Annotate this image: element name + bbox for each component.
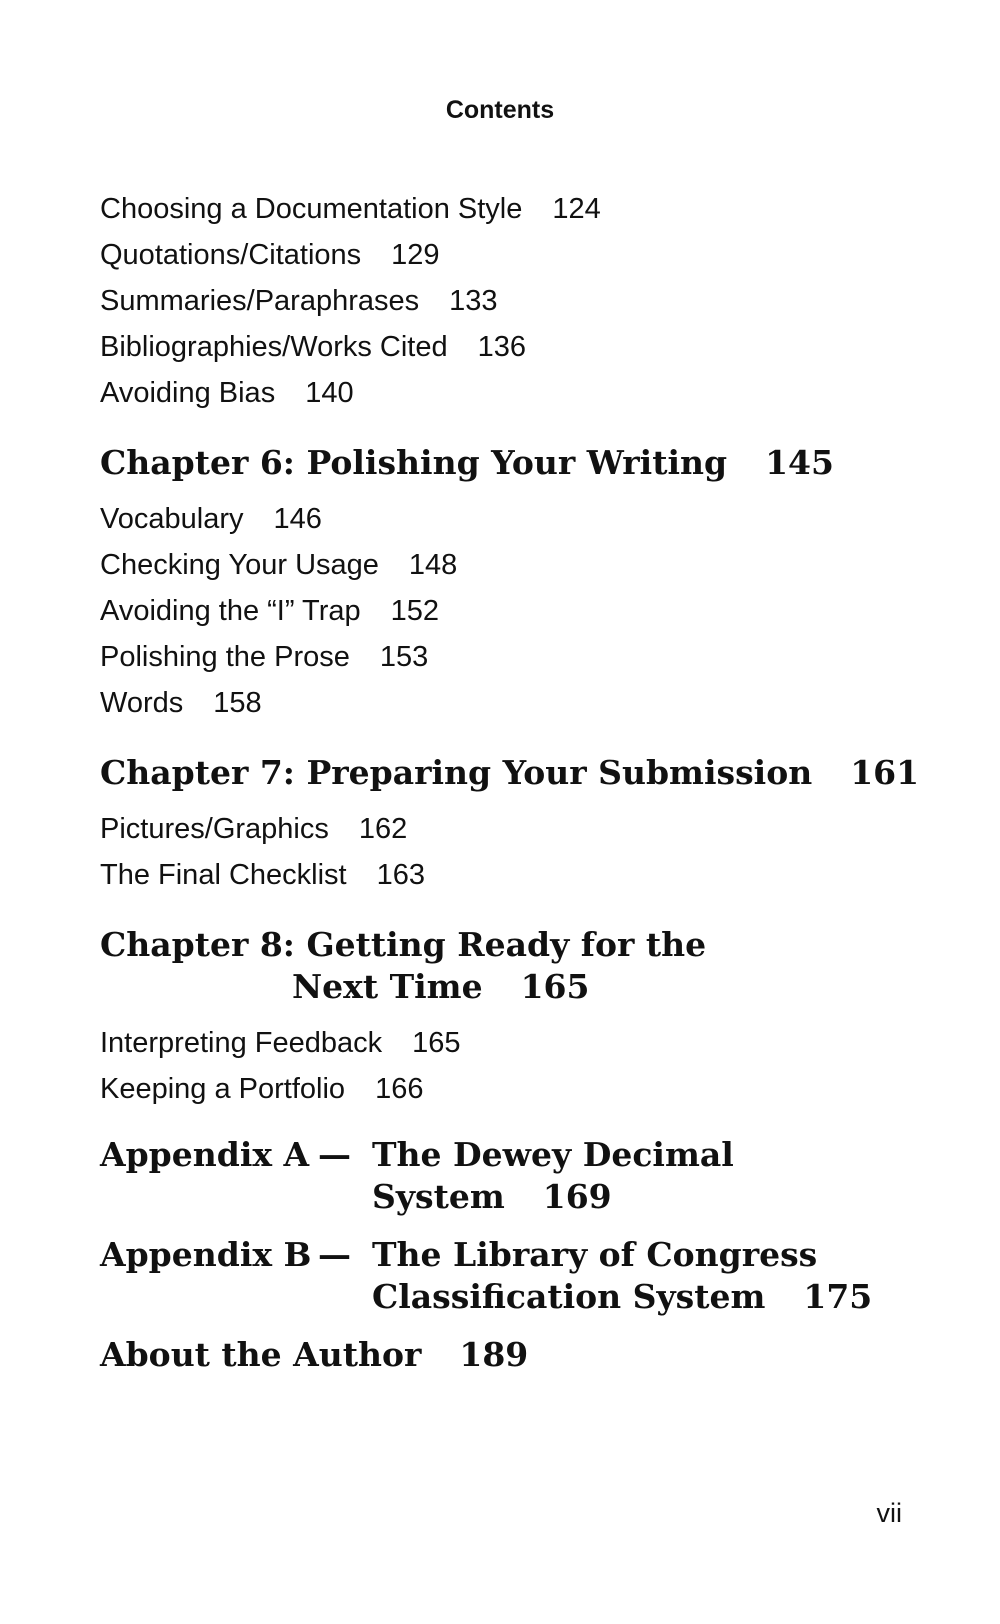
- entry-page: 136: [477, 331, 527, 363]
- toc-entry: [100, 370, 920, 416]
- chapter-title: Chapter 6: Polishing Your Writing: [100, 443, 728, 482]
- entry-title: The Final Checklist: [100, 859, 347, 891]
- appendix-dash: —: [318, 1235, 351, 1274]
- entry-title: Polishing the Prose: [100, 641, 350, 673]
- entry-page: 165: [412, 1027, 461, 1059]
- chapter-title: Chapter 7: Preparing Your Submission: [100, 753, 813, 792]
- entry-title: Quotations/Citations: [100, 239, 362, 271]
- toc-entry: [100, 634, 920, 680]
- entry-title: Avoiding the “I” Trap: [100, 595, 361, 627]
- toc-entry: [100, 232, 920, 278]
- chapter-title-line1: Chapter 8: Getting Ready for the: [100, 925, 707, 964]
- toc-entry: [100, 806, 920, 852]
- entry-page: 133: [449, 285, 498, 317]
- toc-entry: [100, 1066, 920, 1112]
- chapter-heading-8: [100, 924, 920, 1008]
- toc-entry: [100, 680, 920, 726]
- appendix-a: [100, 1134, 920, 1218]
- entry-title: Summaries/Paraphrases: [100, 285, 420, 317]
- toc-entry: [100, 186, 920, 232]
- chapter-page: 165: [520, 967, 590, 1006]
- appendix-title: [372, 1234, 872, 1318]
- entry-page: 166: [375, 1073, 424, 1105]
- chapter-heading-6: [100, 442, 920, 484]
- appendix-title-line2: Classification System: [372, 1277, 766, 1316]
- appendix-b: [100, 1234, 920, 1318]
- entry-page: 152: [390, 595, 439, 627]
- chapter-page: 161: [850, 753, 920, 792]
- running-head: Contents: [445, 96, 555, 124]
- appendix-page: 169: [542, 1177, 612, 1216]
- entry-page: 158: [213, 687, 262, 719]
- appendix-label: Appendix B: [100, 1235, 312, 1274]
- entry-page: 124: [552, 193, 601, 225]
- entry-title: Checking Your Usage: [100, 549, 379, 581]
- about-the-author: [100, 1334, 920, 1376]
- appendix-title: [372, 1134, 734, 1218]
- chapter-title-line2-row: [100, 966, 920, 1008]
- entry-page: 148: [408, 549, 458, 581]
- appendix-title-line2-row: [372, 1276, 872, 1318]
- entry-page: 163: [376, 859, 425, 891]
- appendix-title-line2-row: [372, 1176, 734, 1218]
- toc-entry: [100, 324, 920, 370]
- about-page: 189: [459, 1335, 529, 1374]
- toc-entry: [100, 588, 920, 634]
- appendix-title-line1: The Dewey Decimal: [372, 1135, 734, 1174]
- entry-page: 153: [379, 641, 429, 673]
- entry-title: Bibliographies/Works Cited: [100, 331, 448, 363]
- entry-title: Keeping a Portfolio: [100, 1073, 346, 1105]
- entry-page: 146: [273, 503, 322, 535]
- entry-title: Avoiding Bias: [100, 377, 276, 409]
- entry-page: 129: [391, 239, 440, 271]
- appendix-dash: —: [318, 1135, 351, 1174]
- entry-title: Interpreting Feedback: [100, 1027, 383, 1059]
- toc-entry: [100, 1020, 920, 1066]
- chapter-title-line2: Next Time: [292, 967, 483, 1006]
- entry-title: Words: [100, 687, 184, 719]
- table-of-contents: [100, 186, 920, 1376]
- toc-entry: [100, 542, 920, 588]
- toc-entry: [100, 852, 920, 898]
- appendix-label: Appendix A: [100, 1135, 310, 1174]
- toc-entry: [100, 278, 920, 324]
- appendix-page: 175: [803, 1277, 873, 1316]
- chapter-heading-7: [100, 752, 920, 794]
- appendix-title-line1: The Library of Congress: [372, 1235, 818, 1274]
- entry-title: Vocabulary: [100, 503, 244, 535]
- entry-page: 140: [305, 377, 354, 409]
- toc-entry: [100, 496, 920, 542]
- chapter-page: 145: [765, 443, 834, 482]
- entry-page: 162: [358, 813, 408, 845]
- appendix-title-line2: System: [372, 1177, 505, 1216]
- about-title: About the Author: [100, 1335, 422, 1374]
- entry-title: Choosing a Documentation Style: [100, 193, 523, 225]
- page-number: vii: [876, 1498, 902, 1528]
- entry-title: Pictures/Graphics: [100, 813, 329, 845]
